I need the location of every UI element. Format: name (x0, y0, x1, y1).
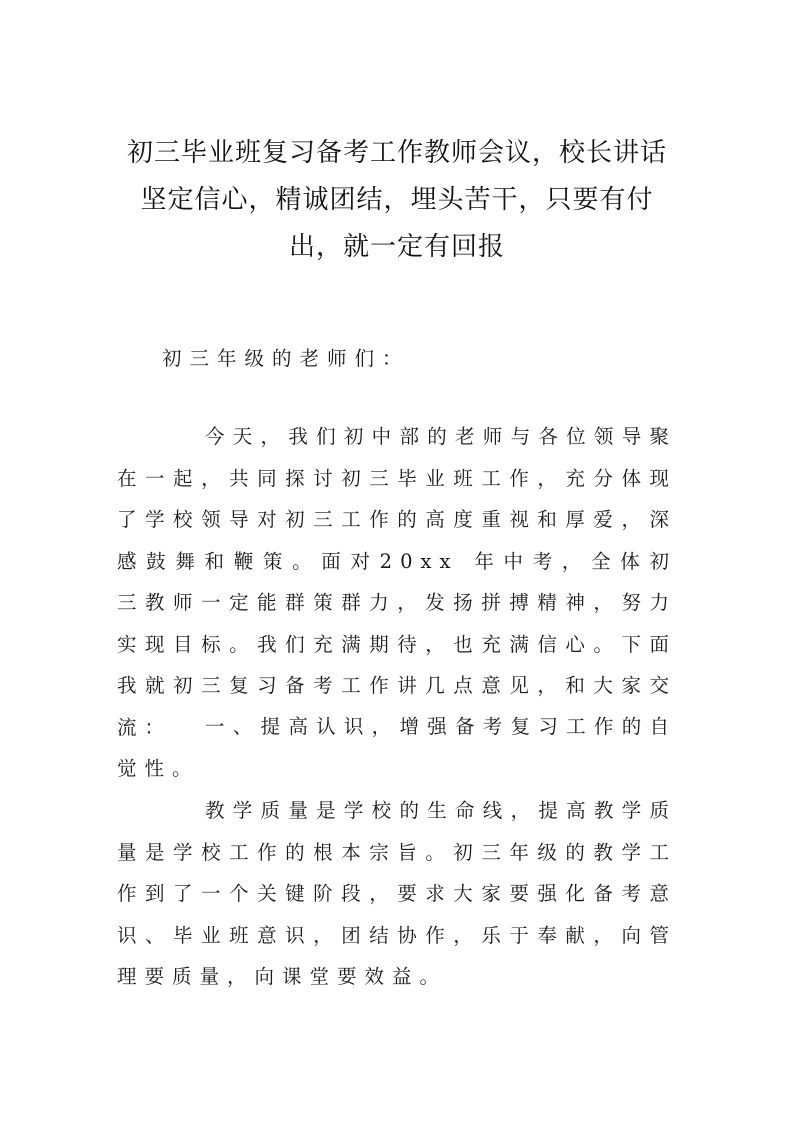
salutation: 初三年级的老师们： (162, 347, 410, 370)
section-heading: 一、提高认识，增强备考复习工作的自觉性。 (117, 715, 677, 780)
document-title: 初三毕业班复习备考工作教师会议，校长讲话坚定信心，精诚团结，埋头苦干，只要有付出，就一定有回报 (126, 138, 667, 262)
intro-paragraph: 今天，我们初中部的老师与各位领导聚在一起，共同探讨初三毕业班工作，充分体现了学校领导对初三工作的高度重视和厚爱，深感鼓舞和鞭策。面对20xx 年中考，全体初三教师一定能群策群力，发扬拼搏精神，努力实现目标。我们充满期待，也充满信心。下面我就初三复习备考工作讲几点意见，和大家交流： (117, 425, 677, 739)
section-paragraph: 教学质量是学校的生命线，提高教学质量是学校工作的根本宗旨。初三年级的教学工作到了一个关键阶段，要求大家要强化备考意识、毕业班意识，团结协作，乐于奉献，向管理要质量，向课堂要效益。 (117, 799, 677, 988)
